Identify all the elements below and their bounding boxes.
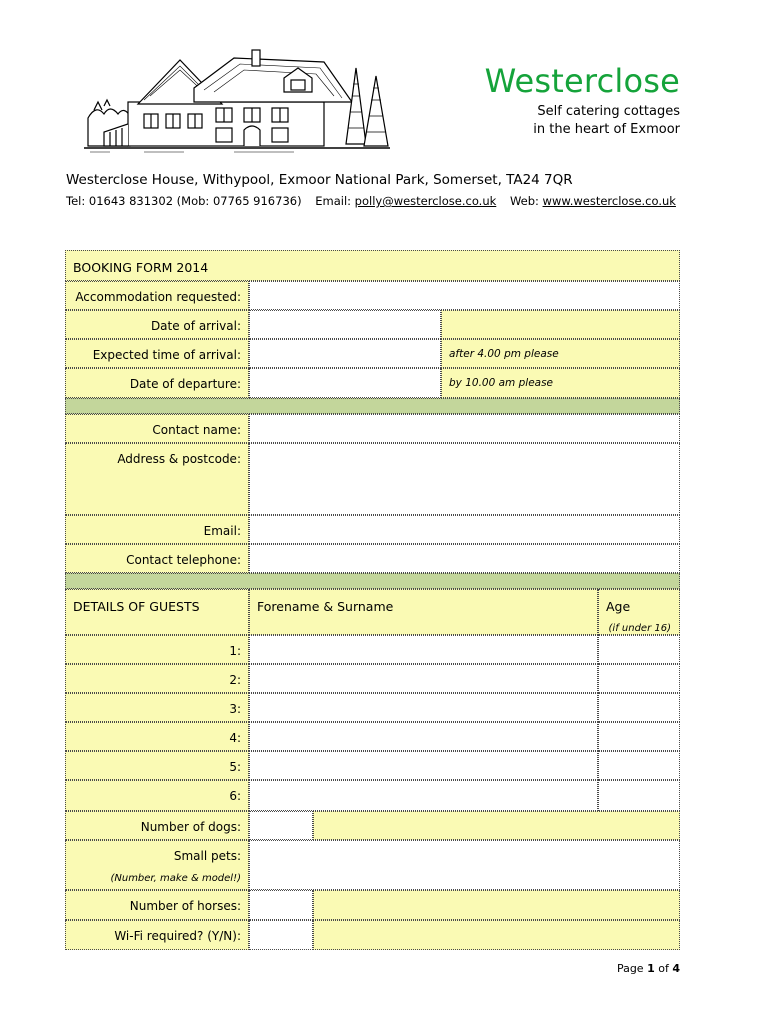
wifi-field[interactable] [249,920,313,950]
web-label: Web: [509,194,539,208]
contact-details [66,194,676,208]
address-field[interactable] [249,443,680,515]
arrival-time-field[interactable] [249,339,441,368]
guest-age-field[interactable] [598,780,680,811]
wifi-spacer [313,920,680,950]
age-column-heading [598,589,680,635]
email-field[interactable] [249,515,680,544]
guest-age-field[interactable] [598,722,680,751]
guest-name-field[interactable] [249,751,598,780]
section-divider [65,398,680,414]
guest-row-label: 4: [65,722,249,751]
guests-heading: DETAILS OF GUESTS [65,589,249,635]
arrival-date-note-cell [441,310,680,339]
wifi-label: Wi-Fi required? (Y/N): [65,920,249,950]
guest-row-label: 6: [65,780,249,811]
guest-name-field[interactable] [249,722,598,751]
email-link[interactable]: polly@westerclose.co.uk [354,194,497,208]
guest-name-field[interactable] [249,635,598,664]
postal-address: Westerclose House, Withypool, Exmoor National Park, Somerset, TA24 7QR [66,172,573,188]
arrival-date-field[interactable] [249,310,441,339]
horses-label: Number of horses: [65,890,249,920]
page-total: 4 [672,962,680,975]
email-field-label: Email: [65,515,249,544]
telephone-numbers: Tel: 01643 831302 (Mob: 07765 916736) [66,194,302,208]
brand-name: Westerclose [484,62,680,100]
horses-spacer [313,890,680,920]
tagline-line-2: in the heart of Exmoor [533,122,680,137]
guest-row-label: 2: [65,664,249,693]
house-illustration [84,48,390,156]
guest-name-field[interactable] [249,664,598,693]
telephone-label: Contact telephone: [65,544,249,573]
guest-name-field[interactable] [249,693,598,722]
booking-form [65,250,680,950]
contact-name-field[interactable] [249,414,680,443]
departure-date-label: Date of departure: [65,368,249,398]
name-column-heading: Forename & Surname [249,589,598,635]
horses-field[interactable] [249,890,313,920]
guest-age-field[interactable] [598,693,680,722]
page-word: Page [616,962,644,975]
section-divider [65,573,680,589]
guest-row-label: 3: [65,693,249,722]
tagline-line-1: Self catering cottages [537,104,680,119]
contact-name-label: Contact name: [65,414,249,443]
page-number [617,962,680,975]
guest-name-field[interactable] [249,780,598,811]
arrival-time-label: Expected time of arrival: [65,339,249,368]
telephone-field[interactable] [249,544,680,573]
pets-label-cell [65,840,249,890]
guest-age-field[interactable] [598,635,680,664]
departure-date-field[interactable] [249,368,441,398]
accommodation-field[interactable] [249,281,680,310]
dogs-field[interactable] [249,811,313,840]
address-label: Address & postcode: [65,443,249,515]
guest-row-label: 5: [65,751,249,780]
accommodation-label: Accommodation requested: [65,281,249,310]
form-title: BOOKING FORM 2014 [65,250,680,281]
guest-age-field[interactable] [598,751,680,780]
dogs-spacer [313,811,680,840]
pets-note: (Number, make & model!) [110,873,241,884]
guest-age-field[interactable] [598,664,680,693]
website-link[interactable]: www.westerclose.co.uk [542,194,676,208]
age-note: (if under 16) [608,623,671,634]
dogs-label: Number of dogs: [65,811,249,840]
page-of: of [658,962,669,975]
pets-field[interactable] [249,840,680,890]
departure-note: by 10.00 am please [441,368,680,398]
arrival-date-label: Date of arrival: [65,310,249,339]
page-current: 1 [647,962,655,975]
arrival-time-note: after 4.00 pm please [441,339,680,368]
age-heading-text: Age [606,599,631,614]
pets-label: Small pets: [173,849,241,863]
guest-row-label: 1: [65,635,249,664]
email-label: Email: [315,194,352,208]
